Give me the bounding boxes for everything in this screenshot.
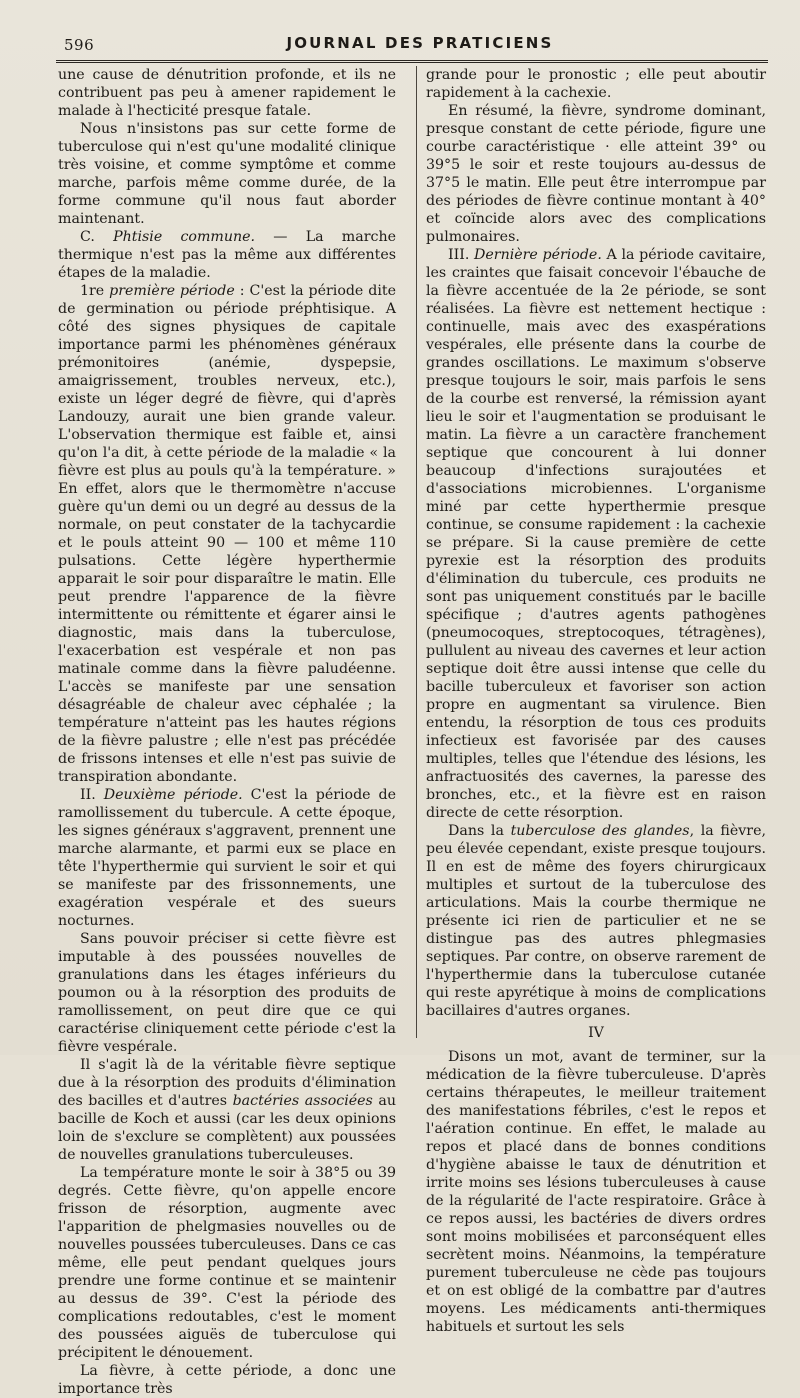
paragraph (426, 1048, 766, 1336)
paragraph-text: , la fièvre, peu élevée cependant, existe presque toujours. Il en est de même des foyers chirurgicaux multiples et surtout de la tuberculose des articulations. Mais la courbe thermique ne présente ici rien de particulier et ne se distingue pas des autres phlegmasies septiques. Par contre, on observe rarement de l'hyperthermie dans la tuberculose cutanée qui reste apyrétique à moins de complications bacillaires d'autres organes. (426, 823, 766, 1019)
paragraph (58, 1164, 396, 1362)
paragraph (58, 930, 396, 1056)
section-heading: Phtisie commune. (113, 229, 256, 245)
paragraph (58, 66, 396, 120)
paragraph-text: Sans pouvoir préciser si cette fièvre est imputable à des poussées nouvelles de granulations dans les étages inférieurs du poumon ou à la résorption des produits de ramollissement, on peut dire que ce qui caractérise cliniquement cette période c'est la fièvre vespérale. (58, 931, 396, 1055)
page-number: 596 (64, 36, 95, 54)
paragraph-text: Nous n'insistons pas sur cette forme de tuberculose qui n'est qu'une modalité clinique très voisine, et comme symptôme et comme marche, parfois même comme durée, de la forme commune qu'il nous faut aborder maintenant. (58, 121, 396, 227)
journal-title: JOURNAL DES PRATICIENS (286, 34, 554, 52)
paragraph-text: au bacille de Koch et aussi (car les deux opinions loin de s'exclure se complètent) aux poussées de nouvelles granulations tuberculeuses. (58, 1093, 396, 1163)
paragraph (58, 786, 396, 930)
left-column (58, 66, 397, 1397)
section-heading: Deuxième période. (103, 787, 243, 803)
paragraph (58, 282, 396, 786)
paragraph-text: La température monte le soir à 38°5 ou 39 degrés. Cette fièvre, qu'on appelle encore frisson de résorption, augmente avec l'apparition de phelgmasies nouvelles ou de nouvelles poussées tuberculeuses. Dans ce cas même, elle peut pendant quelques jours prendre une forme continue et se maintenir au dessus de 39°. C'est la période des complications redoutables, c'est le moment des poussées aiguës de tuberculose qui précipitent le dénouement. (58, 1165, 396, 1361)
paragraph-text: C'est la période de ramollissement du tubercule. A cette époque, les signes généraux s'aggravent, prennent une marche alarmante, et parmi eux se place en tête l'hyperthermie qui survient le soir et qui se manifeste par des frissonnements, une exagération vespérale et des sueurs nocturnes. (58, 787, 397, 929)
paragraph-lead: C. (80, 229, 114, 245)
paragraph-text: une cause de dénutrition profonde, et ils ne contribuent pas peu à amener rapidement le malade à l'hecticité presque fatale. (58, 67, 396, 119)
paragraph (58, 1056, 396, 1164)
paragraph-lead: 1re (80, 283, 110, 299)
paragraph-text: A la période cavitaire, les craintes que faisait concevoir l'ébauche de la fièvre accentuée de la 2e période, se sont réalisées. La fièvre est nettement hectique : continuelle, mais avec des exaspérations vespérales, elle présente dans la courbe de grandes oscillations. Le maximum s'observe presque toujours le soir, mais parfois le sens de la courbe est renversé, la rémission ayant lieu le soir et l'augmentation se produisant le matin. La fièvre a un caractère franchement septique que concourent à lui donner beaucoup d'infections surajoutées et d'associations microbiennes. L'organisme miné par cette hyperthermie presque continue, se consume rapidement : la cachexie se prépare. Si la cause première de cette pyrexie est la résorption des produits d'élimination du tubercule, ces produits ne sont pas uniquement constitués par le bacille spécifique ; d'autres agents pathogènes (pneumocoques, streptocoques, tétragènes), pullulent au niveau des cavernes et leur action septique doit être aussi intense que celle du bacille tuberculeux et favoriser son action propre en augmentant sa virulence. Bien entendu, la résorption de tous ces produits infectieux est favorisée par des causes multiples, telles que l'étendue des lésions, les anfractuosités des cavernes, la paresse des bronches, etc., et la fièvre est en raison directe de cette résorption. (426, 247, 766, 821)
paragraph-lead: II. (80, 787, 104, 803)
paragraph-text: Disons un mot, avant de terminer, sur la médication de la fièvre tuberculeuse. D'après certains thérapeutes, le meilleur traitement des manifestations fébriles, c'est le repos et l'aération continue. En effet, le malade au repos et placé dans de bonnes conditions d'hygiène abaisse le taux de dénutrition et irrite moins ses lésions tuberculeuses à cause de la régularité de l'acte respiratoire. Grâce à ce repos aussi, les bactéries de divers ordres sont moins mobilisées et parconséquent elles secrètent moins. Néanmoins, la température purement tuberculeuse ne cède pas toujours et on est obligé de la combattre par d'autres moyens. Les médicaments anti-thermiques habituels et surtout les sels (426, 1049, 766, 1335)
paragraph (426, 102, 766, 246)
right-column (426, 66, 766, 1335)
paragraph-text: — La marche thermique n'est pas la même aux différentes étapes de la maladie. (58, 229, 396, 281)
paragraph-text: La fièvre, à cette période, a donc une importance très (58, 1363, 396, 1397)
paragraph-text: Dans la (448, 823, 511, 839)
header-rule (56, 60, 768, 63)
column-divider (416, 66, 417, 1038)
paragraph-lead: III. (448, 247, 475, 263)
italic-term: tuberculose des glandes (510, 823, 690, 839)
paragraph (426, 246, 766, 822)
section-number: IV (588, 1025, 604, 1041)
italic-term: bactéries associées (232, 1093, 373, 1109)
paragraph (426, 66, 766, 102)
paragraph (426, 822, 766, 1020)
paragraph-text: grande pour le pronostic ; elle peut aboutir rapidement à la cachexie. (426, 67, 766, 101)
paragraph (58, 228, 396, 282)
section-heading: Dernière période. (474, 247, 602, 263)
paragraph-text: Il s'agit là de la véritable fièvre septique due à la résorption des produits d'élimination des bacilles et d'autres (58, 1057, 396, 1109)
section-heading: première période (109, 283, 235, 299)
paragraph-text: En résumé, la fièvre, syndrome dominant, presque constant de cette période, figure une courbe caractéristique · elle atteint 39° ou 39°5 le soir et reste toujours au-dessus de 37°5 le matin. Elle peut être interrompue par des périodes de fièvre continue montant à 40° et coïncide alors avec des complications pulmonaires. (426, 103, 766, 245)
paragraph-text: : C'est la période dite de germination ou période préphtisique. A côté des signes physiques de capitale importance parmi les phénomènes généraux prémonitoires (anémie, dyspepsie, amaigrissement, troubles nerveux, etc.), existe un léger degré de fièvre, qui d'après Landouzy, aurait une bien grande valeur. L'observation thermique est faible et, ainsi qu'on l'a dit, à cette période de la maladie « la fièvre est plus au pouls qu'à la température. » En effet, alors que le thermomètre n'accuse guère qu'un demi ou un degré au dessus de la normale, on peut constater de la tachycardie et le pouls atteint 90 — 100 et même 110 pulsations. Cette légère hyperthermie apparait le soir pour disparaître le matin. Elle peut prendre l'apparence de la fièvre intermittente ou rémittente et égarer ainsi le diagnostic, mais dans la tuberculose, l'exacerbation est vespérale et non pas matinale comme dans la fièvre paludéenne. L'accès se manifeste par une sensation désagréable de chaleur avec céphalée ; la température n'atteint pas les hautes régions de la fièvre palustre ; elle n'est pas précédée de frissons intenses et elle n'est pas suivie de transpiration abondante. (58, 283, 397, 785)
paragraph (58, 120, 396, 228)
page-header (56, 30, 768, 56)
paragraph (58, 1362, 396, 1398)
